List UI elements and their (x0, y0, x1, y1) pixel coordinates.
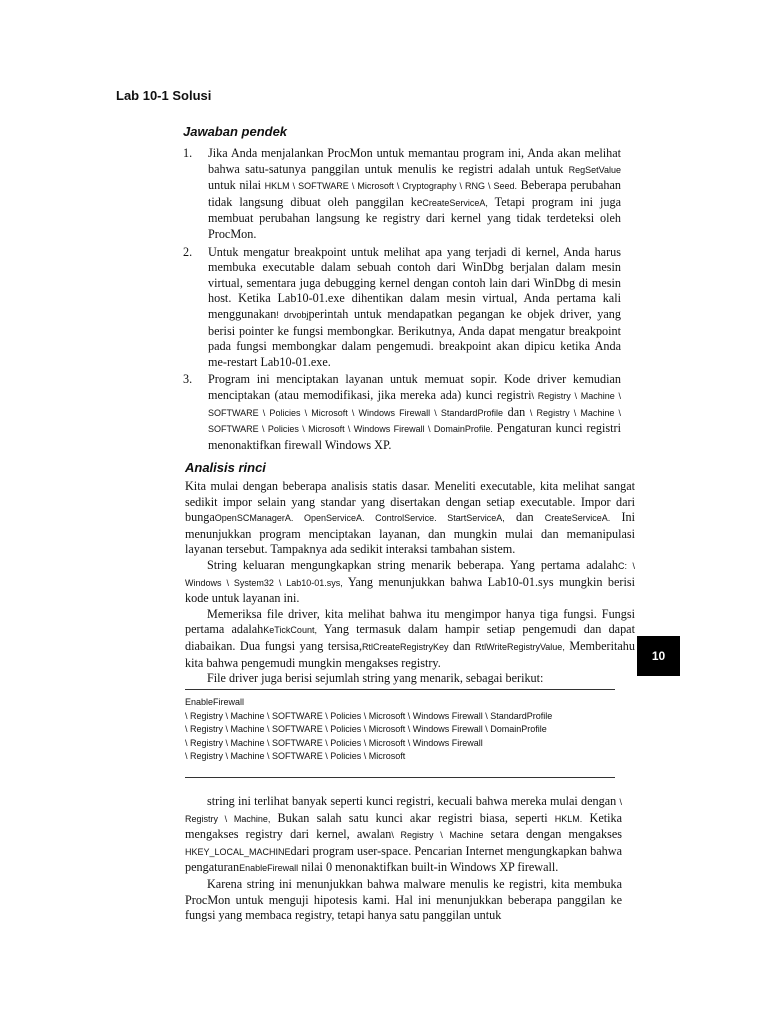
paragraph-text: Memberitahu kita bahwa pengemudi mungkin mengakses registry. (185, 638, 635, 670)
paragraph-text: Bukan salah satu kunci akar registri biasa, seperti (270, 810, 555, 825)
page-title: Lab 10-1 Solusi (116, 88, 212, 103)
paragraph-text: string ini terlihat banyak seperti kunci registri, kecuali bahwa mereka mulai dengan (207, 794, 620, 808)
inline-code: \ Registry \ Machine \ SOFTWARE \ Policies \ Microsoft \ Windows Firewall \ StandardProfile (208, 390, 621, 418)
answer-text: Program ini menciptakan layanan untuk memuat sopir. Kode driver kemudian menciptakan (atau memodifikasi, jika mereka ada) kunci registri (208, 372, 621, 402)
paragraph (185, 877, 622, 924)
code-listing (185, 696, 552, 764)
paragraph-text: File driver juga berisi sejumlah string yang menarik, sebagai berikut: (207, 671, 544, 686)
code-rule-bottom (185, 777, 615, 778)
answer-text: Untuk mengatur breakpoint untuk melihat apa yang terjadi di kernel, Anda harus membuka executable dalam sebuah contoh dari WinDbg berjalan dalam mesin virtual, sementara juga debugging kernel dengan contoh lain dari WinDbg di mesin host. Ketika Lab10-01.exe dihentikan dalam mesin virtual, Anda pertama kali menggunakan (208, 244, 621, 321)
answer-text: Jika Anda menjalankan ProcMon untuk memantau program ini, Anda akan melihat bahwa satu-satunya panggilan untuk menulis ke registri adalah untuk (208, 146, 621, 176)
detailed-analysis-heading: Analisis rinci (185, 460, 266, 475)
item-number: 2. (183, 244, 193, 259)
answer-text: perintah untuk mendapatkan pegangan ke objek driver, yang berisi pointer ke fungsi membongkar. Berikutnya, Anda dapat mengatur breakpoint pada fungsi membongkar dalam pengemudi. breakpoint akan dipicu ketika Anda me-restart Lab10-01.exe. (208, 306, 621, 369)
code-rule-top (185, 689, 615, 690)
paragraph-text: String keluaran mengungkapkan string menarik beberapa. Yang pertama adalah (207, 557, 618, 572)
inline-code: RtlCreateRegistryKey (362, 641, 449, 652)
paragraph-text: setara dengan mengakses (483, 827, 622, 842)
chapter-number: 10 (651, 649, 666, 663)
inline-code: RtlWriteRegistryValue, (475, 641, 565, 652)
answer-text: Tetapi program ini juga membuat perubahan langsung ke registry dari kernel yang tidak terdeteksi oleh ProcMon. (208, 194, 621, 241)
short-answers-heading: Jawaban pendek (183, 124, 288, 139)
paragraph-text: Kita mulai dengan beberapa analisis statis dasar. Meneliti executable, kita melihat sangat sedikit impor selain yang standar yang disertakan dengan setiap executable. Impor dari bunga (185, 479, 635, 525)
inline-code: C: \ Windows \ System32 \ Lab10-01.sys, (185, 560, 635, 588)
paragraph-text: Karena string ini menunjukkan bahwa malware menulis ke registri, kita membuka ProcMon untuk menguji hipotesis kami. Hal ini menunjukkan beberapa panggilan ke fungsi yang membaca registry, tetapi hanya satu panggilan untuk (185, 876, 622, 923)
list-item (183, 146, 621, 243)
inline-code: \ Registry \ Machine \ SOFTWARE \ Policies \ Microsoft \ Windows Firewall \ DomainProfile. (208, 407, 621, 435)
paragraph-text: dan (448, 638, 476, 653)
detailed-analysis-body (185, 479, 635, 687)
answer-text: Beberapa perubahan tidak langsung dibuat oleh panggilan ke (208, 178, 621, 209)
paragraph-text: Memeriksa file driver, kita melihat bahwa itu mengimpor hanya tiga fungsi. Fungsi pertama adalah (185, 606, 635, 637)
paragraph-text: Yang termasuk dalam hampir setiap pengemudi dan dapat diabaikan. Dua fungsi yang tersisa, (185, 622, 635, 653)
inline-code: \ Registry \ Machine (391, 830, 484, 841)
paragraph-text: dan (504, 510, 545, 525)
paragraph-text: Yang menunjukkan bahwa Lab10-01.sys mungkin berisi kode untuk layanan ini. (185, 574, 635, 606)
item-number: 1. (183, 146, 193, 160)
inline-code: EnableFirewall (239, 863, 299, 874)
short-answers-list (183, 146, 621, 455)
chapter-tab (637, 636, 680, 676)
inline-code: RegSetValue (568, 164, 621, 175)
answer-text: dan (502, 404, 530, 419)
inline-code: OpenSCManagerA. OpenServiceA. ControlService. StartServiceA, (214, 513, 505, 524)
item-number: 3. (183, 372, 193, 387)
code-line: \ Registry \ Machine \ SOFTWARE \ Policies \ Microsoft \ Windows Firewall \ DomainProfile (185, 724, 547, 735)
paragraph (185, 607, 635, 671)
list-item (183, 245, 621, 371)
inline-code: CreateServiceA, (422, 197, 488, 208)
paragraph-text: Ketika mengakses registry dari kernel, awalan (185, 810, 622, 842)
paragraph-text: Ini menunjukkan program menciptakan layanan, dan mungkin mulai dan memanipulasi layanan tersebut. Tampaknya ada sedikit interaksi tambahan sistem. (185, 510, 635, 557)
paragraph (185, 479, 635, 558)
inline-code: KeTickCount, (263, 625, 317, 636)
inline-code: HKLM. (554, 813, 583, 824)
list-item (183, 372, 621, 453)
code-line: EnableFirewall (185, 697, 245, 707)
paragraph-text: dari program user-space. Pencarian Internet mengungkapkan bahwa pengaturan (185, 843, 622, 875)
answer-text: Pengaturan kunci registri menonaktifkan firewall Windows XP. (208, 421, 621, 452)
paragraph (185, 558, 635, 607)
inline-code: \ Registry \ Machine, (185, 797, 622, 824)
continued-analysis-body (185, 794, 622, 924)
inline-code: CreateServiceA. (544, 513, 611, 524)
paragraph (185, 671, 635, 687)
answer-text: untuk nilai (208, 178, 265, 193)
inline-code: ! drvobj (276, 309, 309, 320)
code-line: \ Registry \ Machine \ SOFTWARE \ Policies \ Microsoft (185, 751, 406, 762)
paragraph (185, 794, 622, 877)
code-line: \ Registry \ Machine \ SOFTWARE \ Policies \ Microsoft \ Windows Firewall \ StandardProfile (185, 710, 553, 721)
inline-code: HKEY_LOCAL_MACHINE (185, 846, 291, 857)
paragraph-text: nilai 0 menonaktifkan built-in Windows XP firewall. (298, 860, 559, 875)
inline-code: HKLM \ SOFTWARE \ Microsoft \ Cryptography \ RNG \ Seed. (264, 181, 518, 192)
code-line: \ Registry \ Machine \ SOFTWARE \ Policies \ Microsoft \ Windows Firewall (185, 737, 483, 748)
